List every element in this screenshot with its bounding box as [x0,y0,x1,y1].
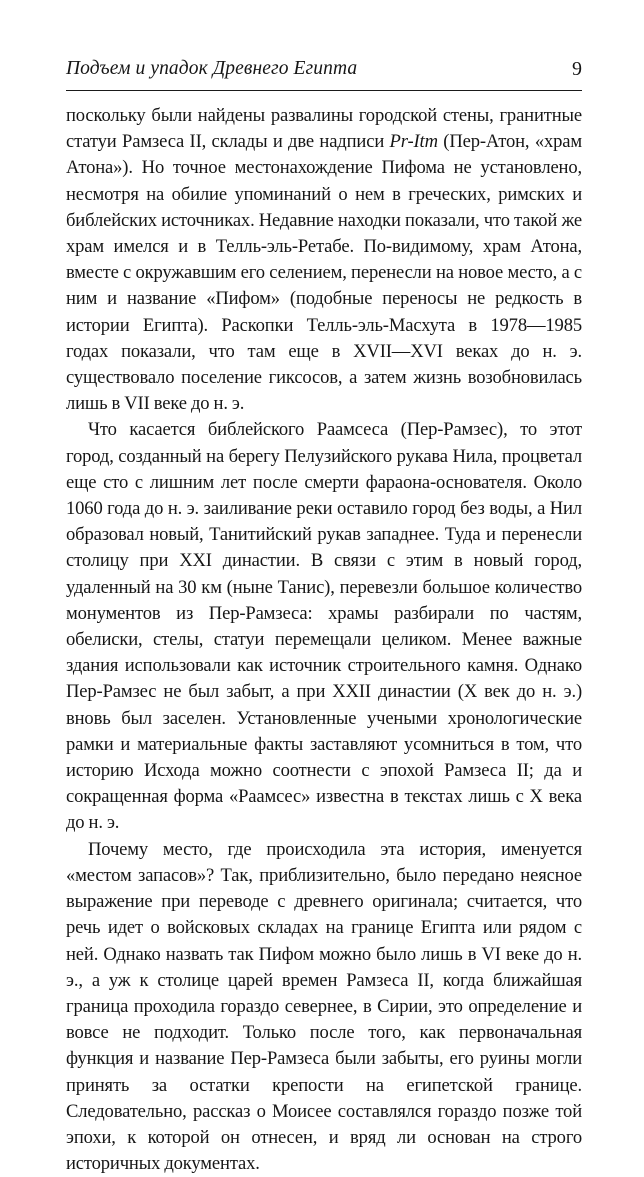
page-header [66,58,582,88]
inscription-italic: Pr-Itm [389,131,438,153]
paragraph-2: Что касается библейского Раамсеса (Пер-Рамзес), то этот город, созданный на берегу Пелузийского рукава Нила, процветал еще сто с лишним лет после смерти фараона-основателя. Около 1060 года до н. э. заиливание реки оставило город без воды, а Нил образовал новый, Танитийский рукав западнее. Туда и перенесли столицу при XXI династии. В связи с этим в новый город, удаленный на 30 км (ныне Танис), перевезли большое количество монументов из Пер-Рамзеса: храмы разбирали по частям, обелиски, стелы, статуи перемещали целиком. Менее важные здания использовали как источник строительного камня. Однако Пер-Рамзес не был забыт, а при XXII династии (X век до н. э.) вновь был заселен. Установленные учеными хронологические рамки и материальные факты заставляют усомниться в том, что историю Исхода можно соотнести с эпохой Рамзеса II; да и сокращенная форма «Раамсес» известна в текстах лишь с X века до н. э. [66,419,582,834]
header-rule [66,90,582,91]
paragraph-1-text-after: (Пер-Атон, «храм Атона»). Но точное местонахождение Пифома не установлено, несмотря на обилие упоминаний о нем в греческих, римских и библейских источниках. Недавние находки показали, что такой же храм имелся и в Телль-эль-Ретабе. По-видимому, храм Атона, вместе с окружавшим его селением, перенесли на новое место, а с ним и название «Пифом» (подобные переносы не редкость в истории Египта). Раскопки Телль-эль-Масхута в 1978—1985 годах показали, что там еще в XVII—XVI веках до н. э. существовало поселение гиксосов, а затем жизнь возобновилась лишь в VII веке до н. э. [66,131,582,415]
body-text [66,103,582,1177]
paragraph-3: Почему место, где происходила эта история, именуется «местом запасов»? Так, приблизительно, было передано неясное выражение при переводе с древнего оригинала; считается, что речь идет о войсковых складах на границе Египта или рядом с ней. Однако назвать так Пифом можно было лишь в VI веке до н. э., а уж к столице царей времен Рамзеса II, когда ближайшая граница проходила гораздо севернее, в Сирии, это определение и вовсе не подходит. Только после того, как первоначальная функция и название Пер-Рамзеса были забыты, его руины могли принять за остатки крепости на египетской границе. Следовательно, рассказ о Моисее составлялся гораздо позже той эпохи, к которой он отнесен, и вряд ли основан на строго историчных документах. [66,838,582,1175]
paragraph-1-text-before: поскольку были найдены развалины городской стены, гранитные статуи Рамзеса II, склады и две надписи [66,105,582,153]
page-number: 9 [572,58,582,80]
paragraph-1 [66,103,582,417]
running-title: Подъем и упадок Древнего Египта [66,58,358,79]
